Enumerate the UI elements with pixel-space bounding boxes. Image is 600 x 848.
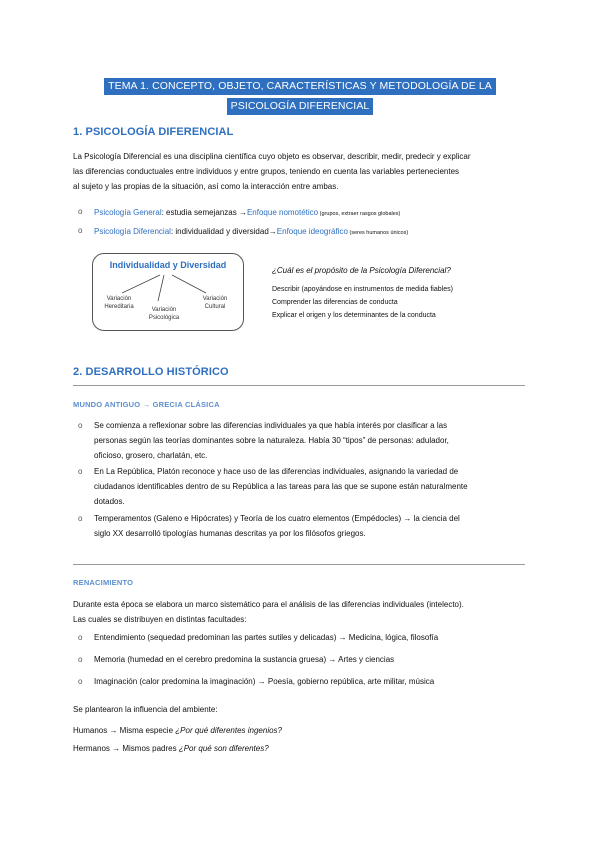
purpose-question: ¿Cuál es el propósito de la Psicología Diferencial? <box>272 266 451 275</box>
bullet-icon: o <box>78 677 83 686</box>
purpose-item: Explicar el origen y los determinantes de la conducta <box>272 312 436 319</box>
bullet-focus: Enfoque ideográfico <box>276 227 348 236</box>
bullet-focus: Enfoque nomotético <box>246 208 319 217</box>
bullet-psicologia-general: Psicología General: estudia semejanzas →Enfoque nomotético (grupos, extraer rasgos globales) <box>94 208 401 217</box>
arrow-psicologica <box>158 275 164 301</box>
antiguo-bullet-1: Se comienza a reflexionar sobre las diferencias individuales ya que había interés por clasificar a las personas según las teorías dominantes sobre la naturaleza. Había 30 “tipos” de personas: adulador, oficioso, grosero, charlatán, etc. <box>94 421 449 460</box>
section-2-heading: 2. DESARROLLO HISTÓRICO <box>73 366 229 378</box>
bullet-icon: o <box>78 514 83 523</box>
diagram-label-hereditaria: Variación Hereditaria <box>104 296 134 310</box>
purpose-item: Describir (apoyándose en instrumentos de medida fiables) <box>272 286 453 293</box>
title-line-2: PSICOLOGÍA DIFERENCIAL <box>227 98 374 115</box>
section-divider <box>73 385 525 386</box>
diagram-label-psicologica: Variación Psicológica <box>148 307 180 321</box>
ambiente-intro: Se plantearon la influencia del ambiente: <box>73 705 218 714</box>
antiguo-bullet-2: En La República, Platón reconoce y hace uso de las diferencias individuales, asignando la variedad de ciudadanos identificables dentro de su República a las tareas para las que se supone están naturalmente dotados. <box>94 467 468 506</box>
faculty-item: Entendimiento (sequedad predominan las partes sutiles y delicadas) → Medicina, lógica, filosofía <box>94 633 439 642</box>
bullet-icon: o <box>78 467 83 476</box>
title-line-1: TEMA 1. CONCEPTO, OBJETO, CARACTERÍSTICAS Y METODOLOGÍA DE LA <box>104 78 496 95</box>
bullet-icon: o <box>78 655 83 664</box>
renacimiento-paragraph: Durante esta época se elabora un marco sistemático para el análisis de las diferencias individuales (intelecto). Las cuales se distribuyen en distintas facultades: <box>73 600 464 624</box>
subheading-mundo-antiguo: MUNDO ANTIGUO → GRECIA CLÁSICA <box>73 400 220 409</box>
purpose-item: Comprender las diferencias de conducta <box>272 299 398 306</box>
bullet-icon: o <box>78 633 83 642</box>
bullet-icon: o <box>78 207 83 216</box>
diversity-diagram <box>92 253 244 331</box>
definition-line: al sujeto y las propias de la situación, así como la interacción entre ambas. <box>73 182 339 191</box>
section-1-heading: 1. PSICOLOGÍA DIFERENCIAL <box>73 126 234 138</box>
faculty-item: Memoria (humedad en el cerebro predomina la sustancia gruesa) → Artes y ciencias <box>94 655 395 664</box>
arrow-cultural <box>172 275 206 293</box>
definition-line: las diferencias conductuales entre individuos y entre grupos, teniendo en cuenta las variables pertenecientes <box>73 167 460 176</box>
definition-line: La Psicología Diferencial es una disciplina científica cuyo objeto es observar, describir, medir, predecir y explicar <box>73 152 471 161</box>
arrow-hereditaria <box>122 275 160 293</box>
faculty-item: Imaginación (calor predomina la imaginación) → Poesía, gobierno república, arte militar, música <box>94 677 435 686</box>
document-title <box>0 76 600 115</box>
subheading-renacimiento: RENACIMIENTO <box>73 578 134 587</box>
bullet-term: Psicología Diferencial <box>94 227 171 236</box>
bullet-term: Psicología General <box>94 208 162 217</box>
ambiente-humanos: Humanos → Misma especie ¿Por qué diferentes ingenios? <box>73 726 282 735</box>
bullet-icon: o <box>78 421 83 430</box>
section-divider <box>73 564 525 565</box>
ambiente-hermanos: Hermanos → Mismos padres ¿Por qué son diferentes? <box>73 744 269 753</box>
diagram-title: Individualidad y Diversidad <box>109 260 227 270</box>
bullet-icon: o <box>78 226 83 235</box>
bullet-psicologia-diferencial: Psicología Diferencial: individualidad y diversidad→Enfoque ideográfico (seres humanos únicos) <box>94 227 409 236</box>
purpose-list <box>272 283 453 322</box>
diagram-label-cultural: Variación Cultural <box>202 296 228 310</box>
definition-paragraph <box>73 149 529 194</box>
antiguo-bullet-3: Temperamentos (Galeno e Hipócrates) y Teoría de los cuatro elementos (Empédocles) → la ciencia del siglo XX desarrolló tipologías humanas descritas ya por los filósofos griegos. <box>94 514 460 538</box>
